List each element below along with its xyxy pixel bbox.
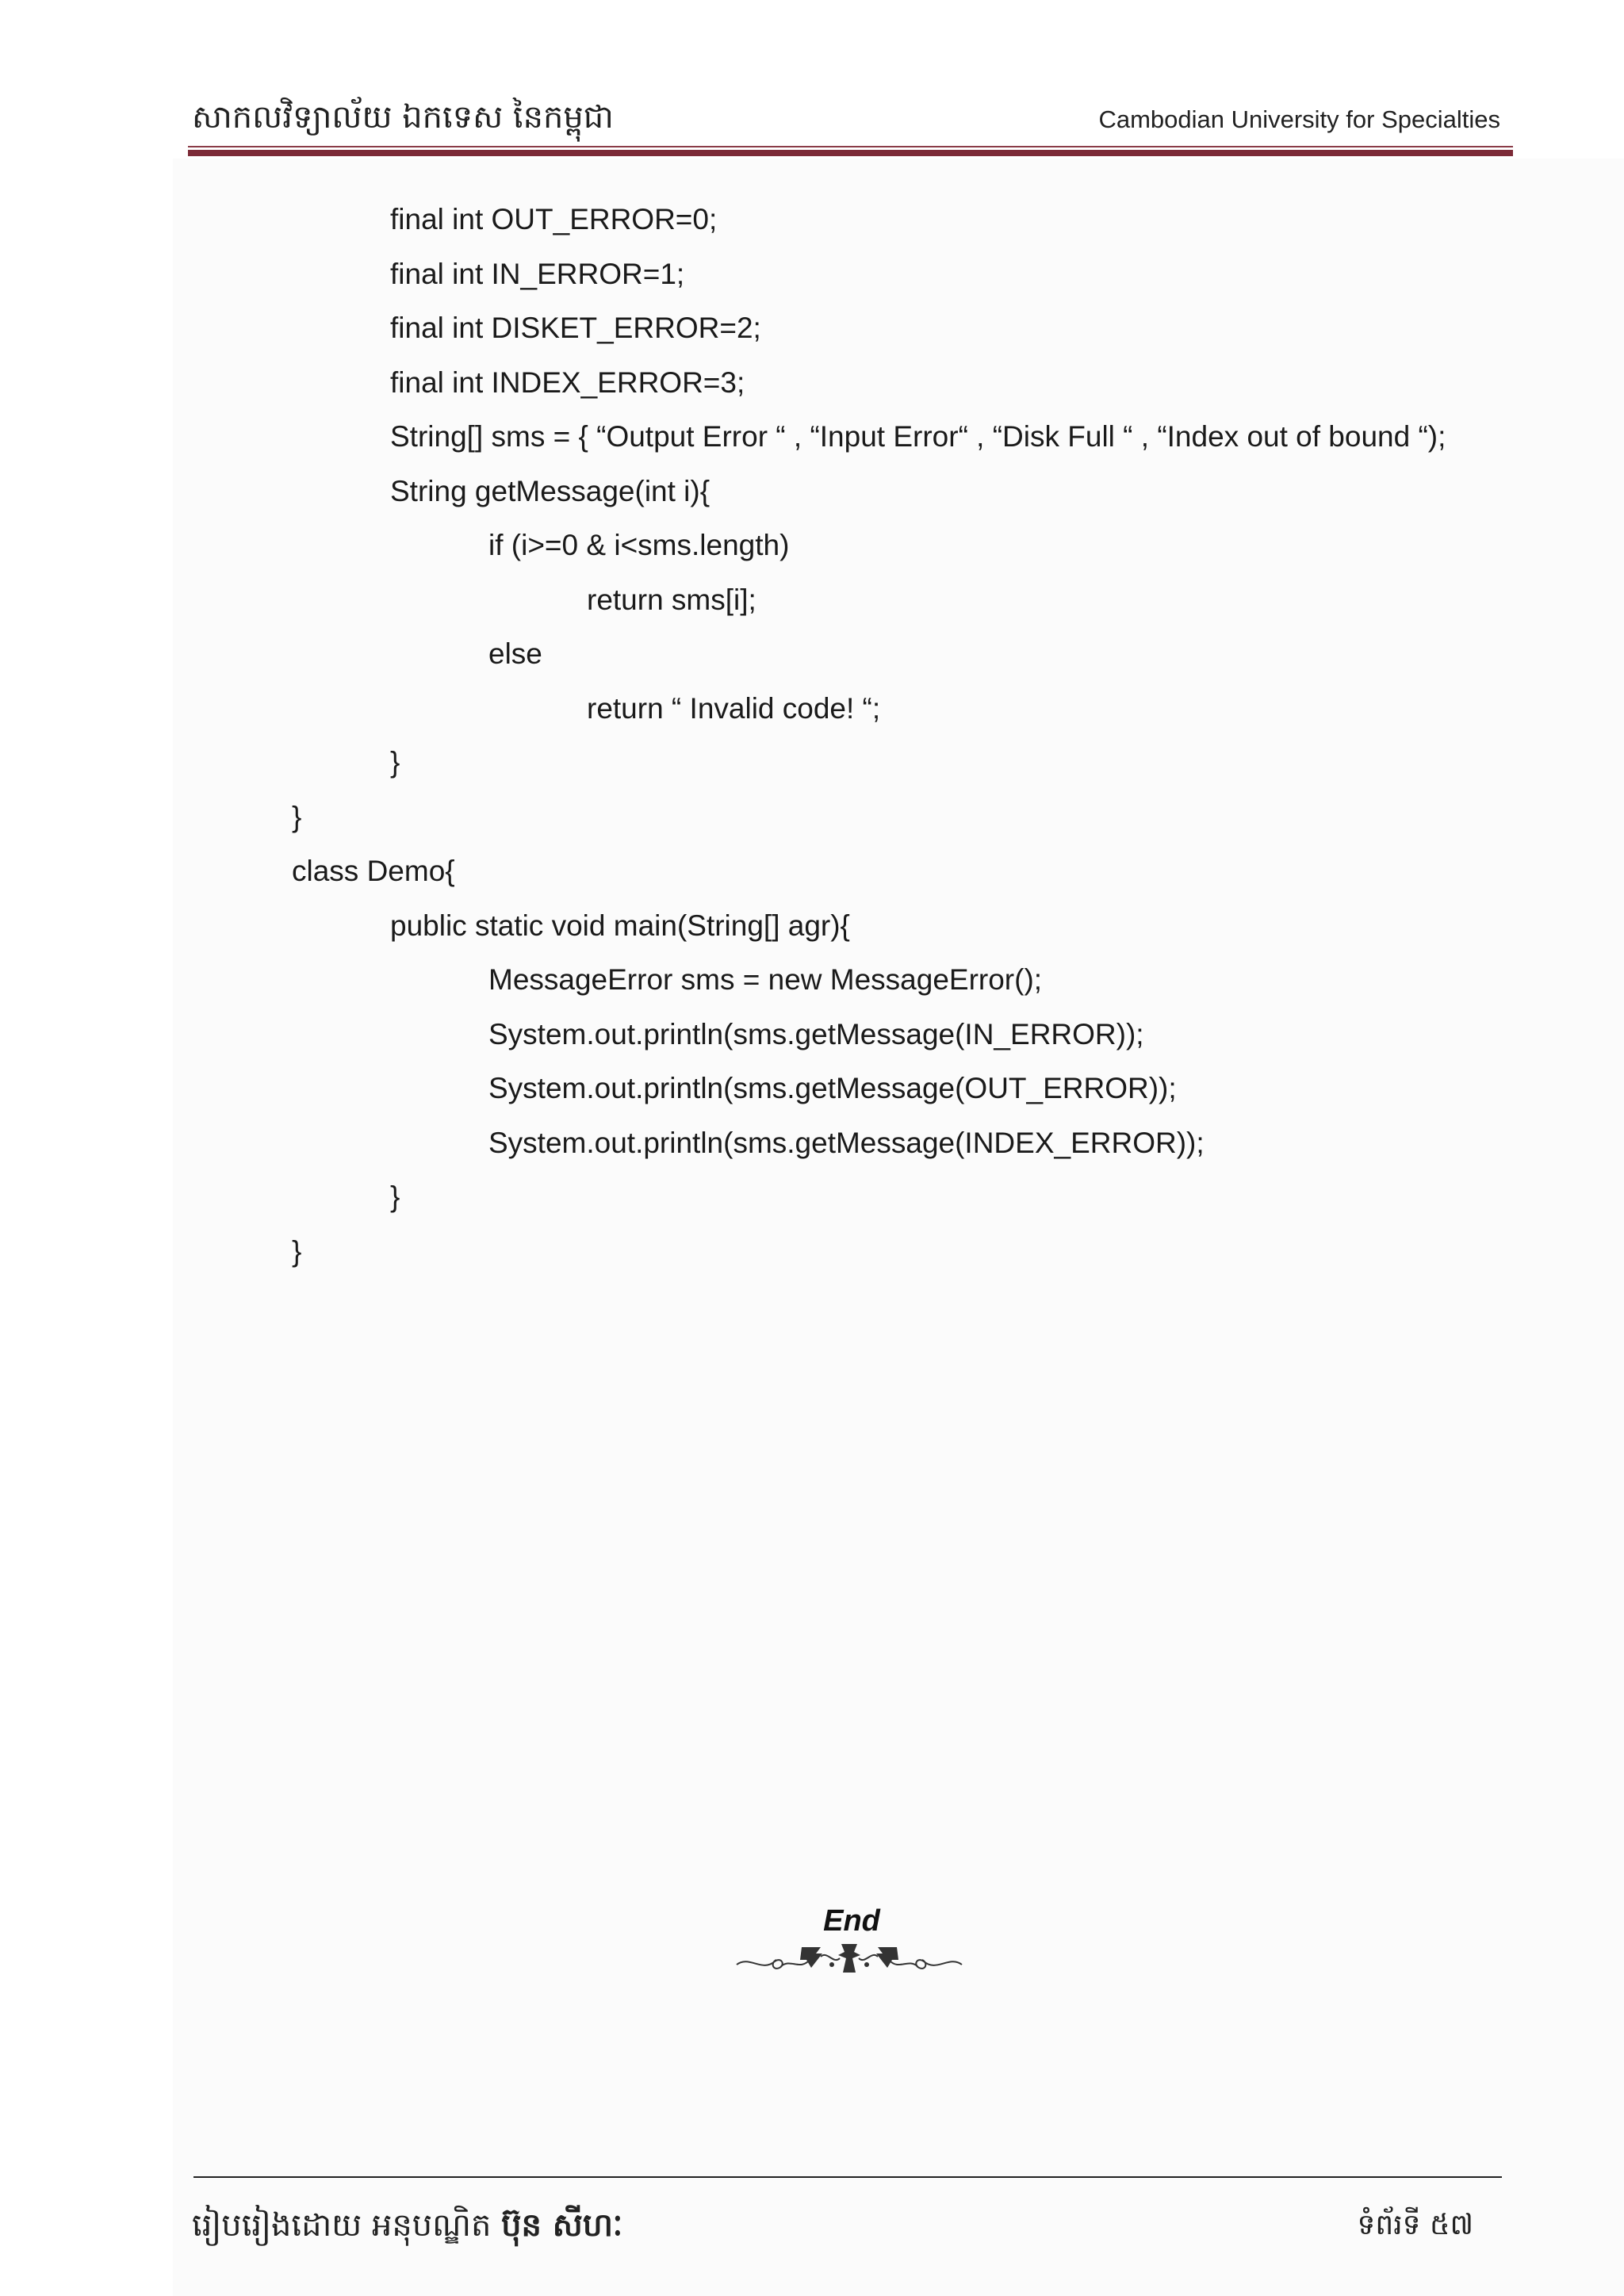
code-line bbox=[0, 360, 1624, 415]
header-divider-thick bbox=[188, 150, 1513, 156]
code-line bbox=[0, 577, 1624, 632]
code-line bbox=[0, 305, 1624, 360]
header-university-khmer: សាកលវិទ្យាល័យ ឯកទេស នៃកម្ពុជា bbox=[192, 99, 614, 136]
code-line-text: else bbox=[488, 637, 542, 670]
code-line-text: System.out.println(sms.getMessage(IN_ERROR)); bbox=[488, 1017, 1144, 1050]
code-line-text: final int INDEX_ERROR=3; bbox=[390, 365, 745, 399]
code-line-text: final int IN_ERROR=1; bbox=[390, 257, 685, 290]
code-line-text: return “ Invalid code! “; bbox=[587, 691, 881, 725]
code-line bbox=[0, 414, 1624, 469]
code-line bbox=[0, 1229, 1624, 1284]
code-line-text: public static void main(String[] agr){ bbox=[390, 909, 850, 942]
code-line-text: String getMessage(int i){ bbox=[390, 474, 710, 507]
code-line-text: return sms[i]; bbox=[587, 583, 756, 616]
code-line-text: } bbox=[390, 746, 400, 779]
code-line-text: MessageError sms = new MessageError(); bbox=[488, 963, 1043, 996]
code-line-text: class Demo{ bbox=[292, 855, 455, 887]
code-line bbox=[0, 903, 1624, 958]
code-line-text: if (i>=0 & i<sms.length) bbox=[488, 529, 790, 561]
end-label: End bbox=[823, 1904, 880, 1938]
code-line-text: } bbox=[292, 1234, 302, 1268]
code-line bbox=[0, 251, 1624, 306]
footer-author bbox=[192, 2204, 622, 2247]
footer-author-prefix: រៀបរៀងដោយ អនុបណ្ឌិត bbox=[192, 2207, 502, 2244]
code-line-text: final int OUT_ERROR=0; bbox=[390, 203, 718, 235]
decorative-flourish-icon bbox=[733, 1941, 965, 1977]
code-line-text: String[] sms = { “Output Error “ , “Input Error“ , “Disk Full “ , “Index out of bound “); bbox=[390, 420, 1446, 453]
code-line bbox=[0, 686, 1624, 740]
code-line-text: } bbox=[390, 1181, 400, 1213]
footer-author-name: ប៊ុន សីហៈ bbox=[501, 2207, 623, 2244]
code-line bbox=[0, 197, 1624, 251]
code-line-text: System.out.println(sms.getMessage(OUT_ERROR)); bbox=[488, 1072, 1177, 1104]
code-line bbox=[0, 1174, 1624, 1229]
code-line-text: System.out.println(sms.getMessage(INDEX_ERROR)); bbox=[488, 1126, 1205, 1159]
code-line bbox=[0, 631, 1624, 686]
code-line bbox=[0, 740, 1624, 794]
header-university-english: Cambodian University for Specialties bbox=[1098, 105, 1500, 133]
code-line bbox=[0, 1066, 1624, 1120]
code-line bbox=[0, 848, 1624, 903]
code-line bbox=[0, 522, 1624, 577]
code-line bbox=[0, 794, 1624, 849]
code-line bbox=[0, 469, 1624, 523]
footer-divider bbox=[193, 2176, 1502, 2178]
code-line bbox=[0, 1120, 1624, 1175]
code-line bbox=[0, 957, 1624, 1012]
code-line-text: final int DISKET_ERROR=2; bbox=[390, 312, 761, 344]
header-divider bbox=[188, 146, 1513, 147]
page-number: ទំព័រទី ៥៧ bbox=[1357, 2209, 1473, 2241]
code-line-text: } bbox=[292, 800, 302, 833]
code-listing bbox=[0, 197, 1624, 1283]
code-line bbox=[0, 1012, 1624, 1066]
